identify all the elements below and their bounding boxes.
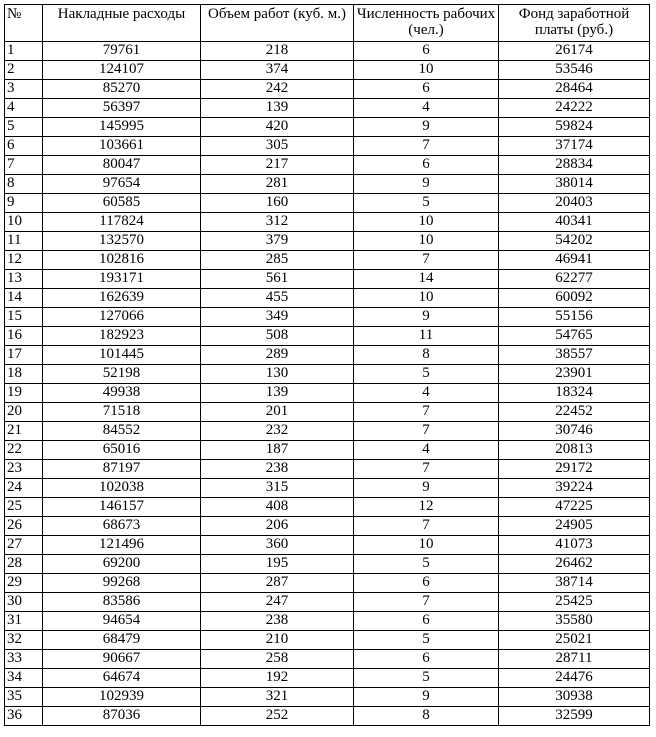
cell-number: 23: [5, 460, 43, 479]
cell-number: 12: [5, 251, 43, 270]
cell-overhead-costs: 87197: [43, 460, 201, 479]
cell-number: 16: [5, 327, 43, 346]
cell-overhead-costs: 80047: [43, 156, 201, 175]
cell-overhead-costs: 132570: [43, 232, 201, 251]
cell-number: 11: [5, 232, 43, 251]
table-row: [5, 612, 650, 631]
table-row: [5, 327, 650, 346]
cell-number: 2: [5, 61, 43, 80]
table-row: [5, 194, 650, 213]
cell-number: 10: [5, 213, 43, 232]
cell-number: 8: [5, 175, 43, 194]
cell-work-volume: 360: [201, 536, 354, 555]
cell-overhead-costs: 124107: [43, 61, 201, 80]
cell-work-volume: 281: [201, 175, 354, 194]
cell-work-volume: 321: [201, 688, 354, 707]
cell-work-volume: 192: [201, 669, 354, 688]
cell-work-volume: 242: [201, 80, 354, 99]
cell-payroll-fund: 62277: [499, 270, 650, 289]
cell-worker-count: 8: [354, 707, 499, 726]
cell-number: 21: [5, 422, 43, 441]
cell-payroll-fund: 25021: [499, 631, 650, 650]
cell-payroll-fund: 60092: [499, 289, 650, 308]
cell-work-volume: 218: [201, 42, 354, 61]
cell-number: 13: [5, 270, 43, 289]
cell-worker-count: 9: [354, 688, 499, 707]
cell-worker-count: 5: [354, 365, 499, 384]
table-row: [5, 517, 650, 536]
cell-worker-count: 10: [354, 213, 499, 232]
table-row: [5, 688, 650, 707]
cell-overhead-costs: 69200: [43, 555, 201, 574]
cell-worker-count: 12: [354, 498, 499, 517]
table-row: [5, 289, 650, 308]
cell-work-volume: 455: [201, 289, 354, 308]
table-row: [5, 365, 650, 384]
cell-work-volume: 232: [201, 422, 354, 441]
cell-number: 36: [5, 707, 43, 726]
cell-work-volume: 408: [201, 498, 354, 517]
cell-number: 14: [5, 289, 43, 308]
cell-overhead-costs: 162639: [43, 289, 201, 308]
cell-overhead-costs: 101445: [43, 346, 201, 365]
cell-worker-count: 6: [354, 42, 499, 61]
cell-number: 31: [5, 612, 43, 631]
cell-work-volume: 210: [201, 631, 354, 650]
table-row: [5, 175, 650, 194]
cell-overhead-costs: 103661: [43, 137, 201, 156]
cell-number: 4: [5, 99, 43, 118]
cell-payroll-fund: 29172: [499, 460, 650, 479]
table-row: [5, 460, 650, 479]
cell-worker-count: 9: [354, 479, 499, 498]
cell-payroll-fund: 55156: [499, 308, 650, 327]
cell-payroll-fund: 40341: [499, 213, 650, 232]
cell-payroll-fund: 28464: [499, 80, 650, 99]
cell-worker-count: 7: [354, 422, 499, 441]
cell-worker-count: 7: [354, 403, 499, 422]
cell-worker-count: 10: [354, 289, 499, 308]
cell-payroll-fund: 37174: [499, 137, 650, 156]
cell-number: 32: [5, 631, 43, 650]
cell-number: 1: [5, 42, 43, 61]
cell-overhead-costs: 52198: [43, 365, 201, 384]
cell-number: 17: [5, 346, 43, 365]
cell-work-volume: 420: [201, 118, 354, 137]
cell-payroll-fund: 30938: [499, 688, 650, 707]
table-row: [5, 555, 650, 574]
table-row: [5, 384, 650, 403]
cell-overhead-costs: 68479: [43, 631, 201, 650]
cell-overhead-costs: 49938: [43, 384, 201, 403]
table-row: [5, 61, 650, 80]
cell-number: 26: [5, 517, 43, 536]
table-row: [5, 213, 650, 232]
cell-overhead-costs: 182923: [43, 327, 201, 346]
cell-worker-count: 7: [354, 137, 499, 156]
cell-work-volume: 206: [201, 517, 354, 536]
table-row: [5, 593, 650, 612]
cell-overhead-costs: 83586: [43, 593, 201, 612]
cell-overhead-costs: 65016: [43, 441, 201, 460]
cell-work-volume: 187: [201, 441, 354, 460]
cell-work-volume: 247: [201, 593, 354, 612]
cell-overhead-costs: 60585: [43, 194, 201, 213]
cell-worker-count: 9: [354, 175, 499, 194]
cell-overhead-costs: 193171: [43, 270, 201, 289]
cell-overhead-costs: 117824: [43, 213, 201, 232]
cell-overhead-costs: 84552: [43, 422, 201, 441]
table-row: [5, 479, 650, 498]
cell-work-volume: 379: [201, 232, 354, 251]
cell-payroll-fund: 32599: [499, 707, 650, 726]
cell-work-volume: 201: [201, 403, 354, 422]
cell-worker-count: 7: [354, 460, 499, 479]
cell-worker-count: 9: [354, 118, 499, 137]
cell-work-volume: 217: [201, 156, 354, 175]
cell-number: 5: [5, 118, 43, 137]
cell-overhead-costs: 85270: [43, 80, 201, 99]
cell-payroll-fund: 24905: [499, 517, 650, 536]
cell-work-volume: 195: [201, 555, 354, 574]
table-body: [5, 42, 650, 726]
cell-worker-count: 14: [354, 270, 499, 289]
data-table: [4, 4, 650, 726]
cell-payroll-fund: 35580: [499, 612, 650, 631]
cell-payroll-fund: 25425: [499, 593, 650, 612]
cell-overhead-costs: 68673: [43, 517, 201, 536]
cell-payroll-fund: 30746: [499, 422, 650, 441]
cell-worker-count: 6: [354, 650, 499, 669]
cell-work-volume: 139: [201, 99, 354, 118]
cell-worker-count: 5: [354, 555, 499, 574]
cell-payroll-fund: 41073: [499, 536, 650, 555]
cell-number: 28: [5, 555, 43, 574]
cell-work-volume: 285: [201, 251, 354, 270]
cell-worker-count: 10: [354, 61, 499, 80]
cell-payroll-fund: 20403: [499, 194, 650, 213]
cell-worker-count: 8: [354, 346, 499, 365]
cell-worker-count: 4: [354, 441, 499, 460]
cell-overhead-costs: 102816: [43, 251, 201, 270]
cell-payroll-fund: 20813: [499, 441, 650, 460]
cell-payroll-fund: 28834: [499, 156, 650, 175]
cell-overhead-costs: 121496: [43, 536, 201, 555]
table-row: [5, 156, 650, 175]
cell-work-volume: 374: [201, 61, 354, 80]
header-worker-count: Численность рабочих (чел.): [354, 5, 499, 42]
cell-payroll-fund: 28711: [499, 650, 650, 669]
table-row: [5, 574, 650, 593]
table-row: [5, 498, 650, 517]
cell-work-volume: 287: [201, 574, 354, 593]
cell-payroll-fund: 26174: [499, 42, 650, 61]
cell-work-volume: 252: [201, 707, 354, 726]
cell-worker-count: 7: [354, 593, 499, 612]
cell-work-volume: 561: [201, 270, 354, 289]
cell-overhead-costs: 127066: [43, 308, 201, 327]
table-row: [5, 650, 650, 669]
table-row: [5, 42, 650, 61]
table-row: [5, 270, 650, 289]
cell-payroll-fund: 24222: [499, 99, 650, 118]
cell-number: 9: [5, 194, 43, 213]
cell-worker-count: 10: [354, 536, 499, 555]
cell-payroll-fund: 38557: [499, 346, 650, 365]
cell-number: 22: [5, 441, 43, 460]
cell-overhead-costs: 94654: [43, 612, 201, 631]
header-number: №: [5, 5, 43, 42]
cell-number: 30: [5, 593, 43, 612]
cell-worker-count: 7: [354, 251, 499, 270]
cell-worker-count: 4: [354, 384, 499, 403]
cell-worker-count: 9: [354, 308, 499, 327]
cell-payroll-fund: 22452: [499, 403, 650, 422]
table-row: [5, 232, 650, 251]
cell-worker-count: 4: [354, 99, 499, 118]
cell-payroll-fund: 54202: [499, 232, 650, 251]
table-row: [5, 346, 650, 365]
table-row: [5, 422, 650, 441]
cell-worker-count: 5: [354, 669, 499, 688]
cell-overhead-costs: 87036: [43, 707, 201, 726]
cell-worker-count: 11: [354, 327, 499, 346]
cell-overhead-costs: 64674: [43, 669, 201, 688]
cell-worker-count: 6: [354, 156, 499, 175]
table-row: [5, 707, 650, 726]
header-payroll-fund: Фонд заработной платы (руб.): [499, 5, 650, 42]
table-row: [5, 99, 650, 118]
cell-overhead-costs: 79761: [43, 42, 201, 61]
cell-overhead-costs: 145995: [43, 118, 201, 137]
cell-work-volume: 315: [201, 479, 354, 498]
cell-work-volume: 258: [201, 650, 354, 669]
cell-work-volume: 508: [201, 327, 354, 346]
table-row: [5, 631, 650, 650]
cell-number: 33: [5, 650, 43, 669]
cell-payroll-fund: 26462: [499, 555, 650, 574]
cell-payroll-fund: 53546: [499, 61, 650, 80]
table-row: [5, 536, 650, 555]
cell-number: 24: [5, 479, 43, 498]
cell-worker-count: 6: [354, 574, 499, 593]
cell-number: 29: [5, 574, 43, 593]
cell-payroll-fund: 38714: [499, 574, 650, 593]
cell-payroll-fund: 47225: [499, 498, 650, 517]
cell-worker-count: 7: [354, 517, 499, 536]
cell-payroll-fund: 23901: [499, 365, 650, 384]
cell-worker-count: 10: [354, 232, 499, 251]
cell-number: 34: [5, 669, 43, 688]
table-header: [5, 5, 650, 42]
cell-number: 25: [5, 498, 43, 517]
cell-worker-count: 6: [354, 80, 499, 99]
cell-work-volume: 160: [201, 194, 354, 213]
cell-number: 15: [5, 308, 43, 327]
cell-number: 27: [5, 536, 43, 555]
cell-work-volume: 238: [201, 612, 354, 631]
cell-number: 3: [5, 80, 43, 99]
cell-payroll-fund: 54765: [499, 327, 650, 346]
cell-overhead-costs: 102038: [43, 479, 201, 498]
table-row: [5, 669, 650, 688]
table-row: [5, 137, 650, 156]
table-row: [5, 118, 650, 137]
table-row: [5, 80, 650, 99]
cell-payroll-fund: 46941: [499, 251, 650, 270]
header-overhead-costs: Накладные расходы: [43, 5, 201, 42]
cell-work-volume: 139: [201, 384, 354, 403]
table-row: [5, 251, 650, 270]
cell-payroll-fund: 39224: [499, 479, 650, 498]
cell-work-volume: 305: [201, 137, 354, 156]
cell-worker-count: 5: [354, 631, 499, 650]
cell-payroll-fund: 59824: [499, 118, 650, 137]
cell-number: 35: [5, 688, 43, 707]
table-row: [5, 403, 650, 422]
cell-overhead-costs: 97654: [43, 175, 201, 194]
cell-overhead-costs: 102939: [43, 688, 201, 707]
cell-work-volume: 238: [201, 460, 354, 479]
cell-worker-count: 6: [354, 612, 499, 631]
cell-number: 18: [5, 365, 43, 384]
table-row: [5, 441, 650, 460]
header-work-volume: Объем работ (куб. м.): [201, 5, 354, 42]
cell-overhead-costs: 90667: [43, 650, 201, 669]
cell-payroll-fund: 38014: [499, 175, 650, 194]
cell-number: 7: [5, 156, 43, 175]
cell-overhead-costs: 56397: [43, 99, 201, 118]
header-row: [5, 5, 650, 42]
cell-payroll-fund: 18324: [499, 384, 650, 403]
cell-work-volume: 349: [201, 308, 354, 327]
cell-number: 19: [5, 384, 43, 403]
cell-work-volume: 289: [201, 346, 354, 365]
cell-work-volume: 312: [201, 213, 354, 232]
cell-overhead-costs: 146157: [43, 498, 201, 517]
cell-worker-count: 5: [354, 194, 499, 213]
cell-number: 20: [5, 403, 43, 422]
cell-payroll-fund: 24476: [499, 669, 650, 688]
cell-overhead-costs: 99268: [43, 574, 201, 593]
cell-number: 6: [5, 137, 43, 156]
table-row: [5, 308, 650, 327]
cell-work-volume: 130: [201, 365, 354, 384]
cell-overhead-costs: 71518: [43, 403, 201, 422]
